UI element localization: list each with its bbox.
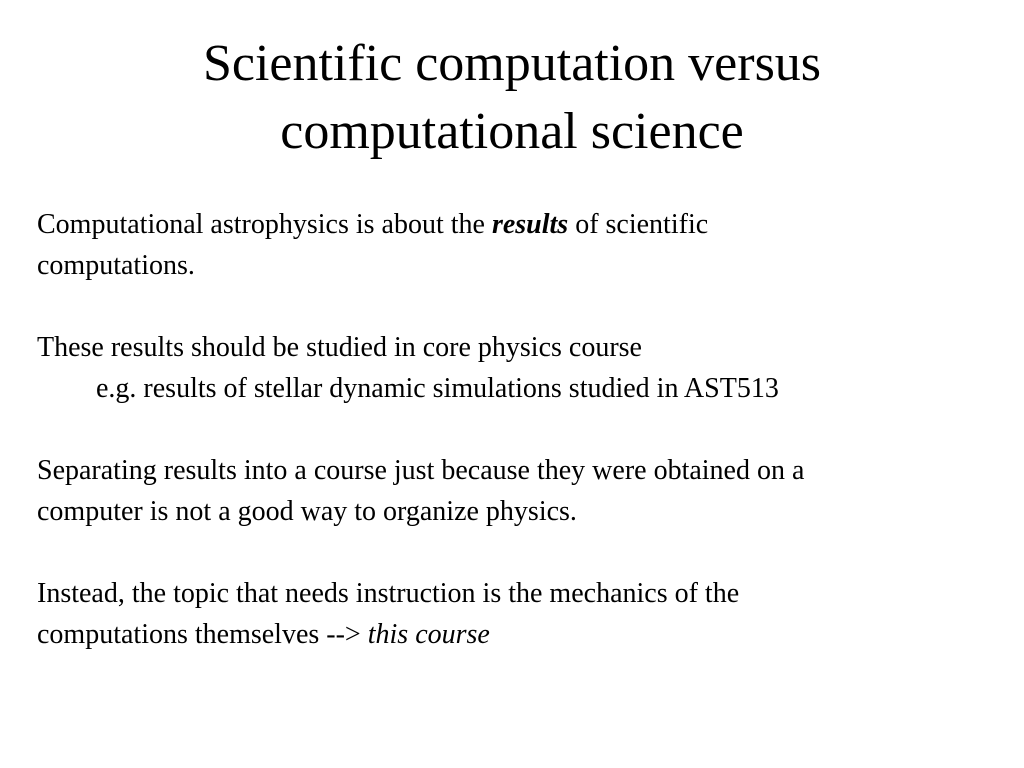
text-run: of scientific	[568, 209, 709, 240]
paragraph-instead-line-1: Instead, the topic that needs instruction is the mechanics of the	[37, 578, 740, 609]
paragraph-instead	[37, 573, 997, 655]
slide-body	[37, 204, 997, 696]
paragraph-separating-line-2: computer is not a good way to organize physics.	[37, 496, 577, 527]
text-run: Computational astrophysics is about the	[37, 209, 492, 240]
text-run: computations themselves -->	[37, 619, 368, 650]
paragraph-results-line-2: computations.	[37, 250, 195, 281]
paragraph-results	[37, 204, 997, 286]
emphasis-this-course: this course	[367, 619, 490, 650]
title-line-1: Scientific computation versus	[202, 35, 822, 92]
paragraph-instead-line-2	[37, 614, 997, 655]
paragraph-separating	[37, 450, 997, 532]
example-line: e.g. results of stellar dynamic simulations studied in AST513	[96, 373, 779, 404]
paragraph-separating-line-1: Separating results into a course just because they were obtained on a	[37, 455, 805, 486]
slide-title	[0, 30, 1024, 166]
paragraph-results-line-1	[37, 204, 997, 245]
paragraph-core-course-line-1: These results should be studied in core physics course	[37, 332, 642, 363]
paragraph-core-course	[37, 327, 997, 409]
title-line-2: computational science	[280, 103, 744, 160]
emphasis-results: results	[491, 209, 569, 240]
